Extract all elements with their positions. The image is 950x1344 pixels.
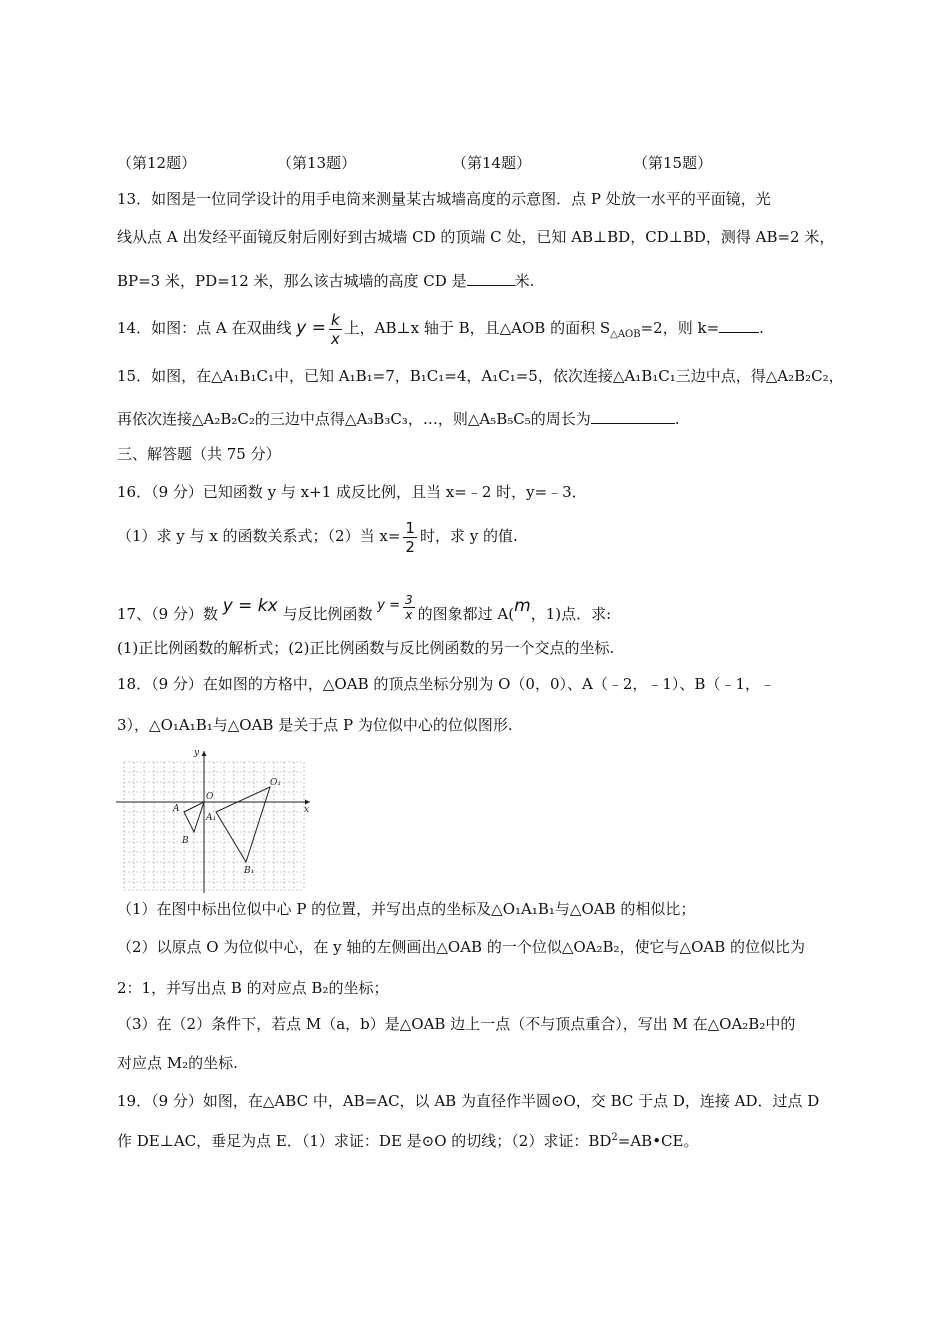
q15-period: . [674, 410, 680, 428]
q18-line2: 3），△O₁A₁B₁与△OAB 是关于点 P 为位似中心的位似图形. [117, 716, 513, 734]
label-o: O [206, 792, 214, 802]
caption-q12: （第12题） [117, 154, 197, 172]
q14-text-c: =2，则 k= [640, 319, 720, 337]
caption-q15: （第15题） [633, 154, 713, 172]
q14-y-equals: y = [296, 318, 326, 338]
caption-q14: （第14题） [452, 154, 532, 172]
q14-answer-blank [719, 318, 759, 333]
q18-part3-line2: 对应点 M₂的坐标. [117, 1054, 238, 1072]
q18-part3-line1: （3）在（2）条件下，若点 M（a，b）是△OAB 边上一点（不与顶点重合），写出 M 在△OA₂B₂中的 [117, 1015, 796, 1033]
label-o1: O₁ [270, 778, 281, 788]
label-a1: A₁ [206, 813, 217, 823]
q17-m: m [514, 596, 531, 616]
caption-q13: （第13题） [277, 154, 357, 172]
q19-line2-end: =AB•CE。 [617, 1132, 699, 1150]
q17-denominator: x [405, 607, 413, 622]
label-b: B [182, 836, 189, 846]
q16-line2-text: （1）求 y 与 x 的函数关系式；（2）当 x= [117, 527, 401, 545]
y-axis-arrow [202, 751, 207, 756]
q15-answer-blank [591, 409, 675, 424]
q13-unit: 米. [514, 272, 535, 290]
q17-direct-function: y = kx [222, 596, 278, 616]
q13-line3-text: BP=3 米，PD=12 米，那么该古城墙的高度 CD 是 [117, 272, 467, 290]
q14-text-d: . [759, 319, 764, 337]
q19-line2 [117, 1127, 698, 1152]
q17-text-c: 的图象都过 A( [417, 605, 515, 623]
q17-text-b: 与反比例函数 [282, 605, 373, 623]
q18-part2-line1: （2）以原点 O 为位似中心，在 y 轴的左侧画出△OAB 的一个位似△OA₂B₂，使它与△OAB 的位似比为 [117, 938, 806, 956]
q16-fraction [403, 519, 417, 556]
q17-line2: (1)正比例函数的解析式；(2)正比例函数与反比例函数的另一个交点的坐标. [117, 639, 615, 657]
q16-denominator: 2 [405, 537, 415, 556]
q18-part2-line2: 2：1，并写出点 B 的对应点 B₂的坐标； [117, 979, 389, 997]
q18-part1: （1）在图中标出位似中心 P 的位置，并写出点的坐标及△O₁A₁B₁与△OAB 的相似比； [117, 900, 696, 918]
q14-area-subscript: △AOB [610, 329, 641, 340]
q14-fraction [329, 311, 342, 348]
q19-exponent: 2 [611, 1132, 618, 1143]
q14-numerator: k [330, 310, 340, 329]
q13-line2: 线从点 A 出发经平面镜反射后刚好到古城墙 CD 的顶端 C 处，已知 AB⊥BD，CD⊥BD，测得 AB=2 米， [117, 228, 835, 246]
x-axis-arrow [305, 800, 310, 805]
q19-line1: 19．（9 分）如图，在△ABC 中，AB=AC，以 AB 为直径作半圆⊙O，交 BC 于点 D，连接 AD．过点 D [117, 1092, 820, 1110]
label-b1: B₁ [244, 866, 255, 876]
q18-line1: 18．（9 分）在如图的方格中，△OAB 的顶点坐标分别为 O（0，0）、A（﹣2，﹣1）、B（﹣1，﹣ [117, 675, 775, 693]
q17-text-d: ，1)点．求: [530, 605, 612, 623]
q17-numerator: 3 [405, 592, 413, 607]
q15-line1: 15．如图，在△A₁B₁C₁中，已知 A₁B₁=7，B₁C₁=4，A₁C₁=5，依次连接△A₁B₁C₁三边中点，得△A₂B₂C₂， [117, 367, 844, 385]
q14-line [117, 308, 764, 355]
q16-numerator: 1 [405, 518, 415, 537]
q17-line1 [117, 592, 612, 634]
q14-denominator: x [330, 329, 340, 348]
q13-answer-blank [467, 271, 515, 286]
q18-coordinate-figure [112, 745, 317, 895]
q14-text-b: 上，AB⊥x 轴于 B，且△AOB 的面积 S [344, 319, 611, 337]
q13-line3 [117, 270, 534, 292]
label-x: x [304, 805, 310, 815]
q17-y-label: y = [377, 598, 401, 613]
q16-line2-end: 时，求 y 的值. [419, 527, 518, 545]
q14-text-a: 14．如图：点 A 在双曲线 [117, 319, 292, 337]
q13-line1: 13．如图是一位同学设计的用手电筒来测量某古城墙高度的示意图．点 P 处放一水平的平面镜，光 [117, 190, 771, 208]
q17-text-a: 17、（9 分）数 [117, 605, 218, 623]
section-title: 三、解答题（共 75 分） [117, 445, 281, 463]
label-a: A [173, 804, 180, 814]
q17-fraction [403, 593, 415, 622]
q19-line2-text: 作 DE⊥AC，垂足为点 E．（1）求证：DE 是⊙O 的切线；（2）求证：BD [117, 1132, 612, 1150]
label-y: y [194, 748, 200, 758]
q16-line2 [117, 516, 518, 556]
q15-line2-text: 再依次连接△A₂B₂C₂的三边中点得△A₃B₃C₃，…，则△A₅B₅C₅的周长为 [117, 410, 591, 428]
q15-line2 [117, 408, 680, 430]
q16-line1: 16．（9 分）已知函数 y 与 x+1 成反比例，且当 x=﹣2 时，y=﹣3． [117, 483, 587, 501]
